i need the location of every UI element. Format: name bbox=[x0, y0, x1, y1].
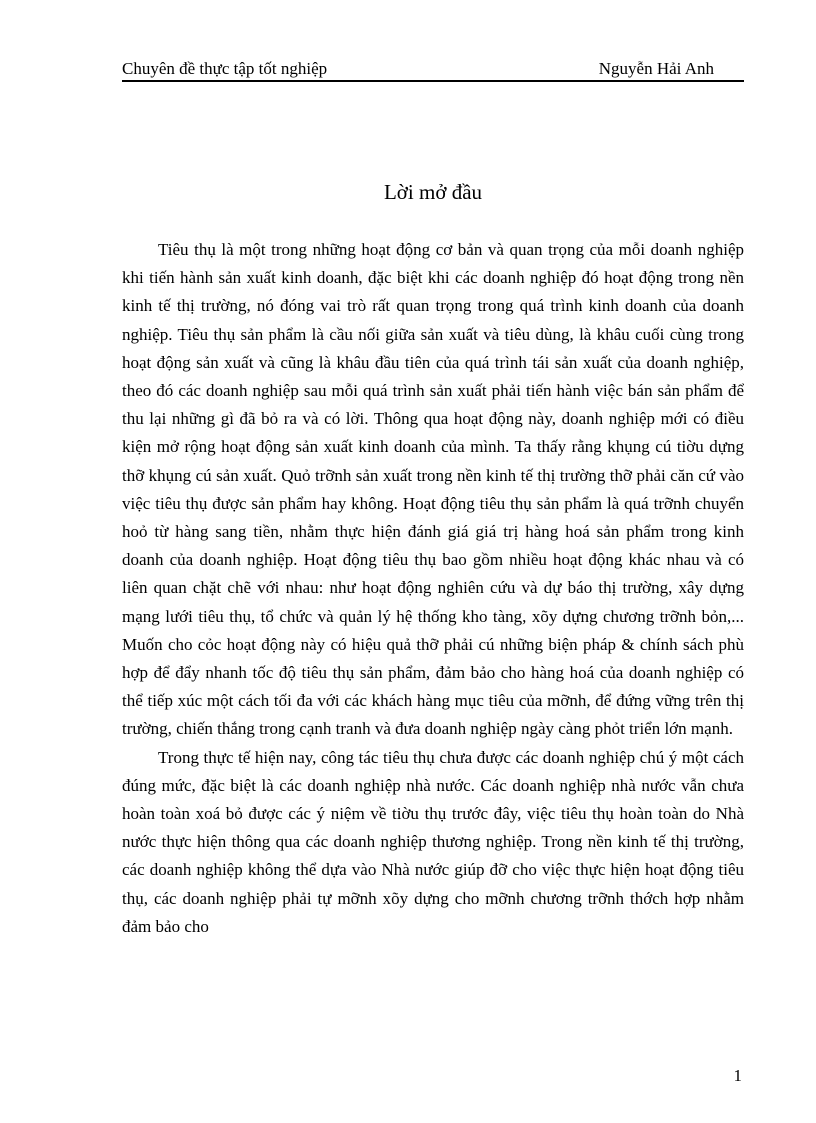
section-title: Lời mở đầu bbox=[383, 180, 483, 204]
page-header bbox=[122, 58, 744, 82]
page-number: 1 bbox=[733, 1066, 742, 1085]
paragraph-1: Tiêu thụ là một trong những hoạt động cơ bản và quan trọng của mỗi doanh nghiệp khi tiến hành sản xuất kinh doanh, đặc biệt khi các doanh nghiệp đó hoạt động trong nền kinh tế thị trường, nó đóng vai trò rất quan trọng trong quá trình kinh doanh của doanh nghiệp. Tiêu thụ sản phẩm là cầu nối giữa sản xuất và tiêu dùng, là khâu cuối cùng trong hoạt động sản xuất và cũng là khâu đầu tiên của quá trình tái sản xuất của doanh nghiệp, theo đó các doanh nghiệp sau mỗi quá trình sản xuất phải tiến hành việc bán sản phẩm để thu lại những gì đã bỏ ra và có lời. Thông qua hoạt động này, doanh nghiệp mới có điều kiện mở rộng hoạt động sản xuất kinh doanh của mình. Ta thấy rằng khụng cú tiờu dựng thỡ khụng cú sản xuất. Quỏ trỡnh sản xuất trong nền kinh tế thị trường thỡ phải căn cứ vào việc tiêu thụ được sản phẩm hay không. Hoạt động tiêu thụ sản phẩm là quá trỡnh chuyển hoỏ từ hàng sang tiền, nhằm thực hiện đánh giá giá trị hàng hoá sản phẩm trong kinh doanh của doanh nghiệp. Hoạt động tiêu thụ bao gồm nhiều hoạt động khác nhau và có liên quan chặt chẽ với nhau: như hoạt động nghiên cứu và dự báo thị trường, xây dựng mạng lưới tiêu thụ, tổ chức và quản lý hệ thống kho tàng, xõy dựng chương trỡnh bỏn,... Muốn cho cỏc hoạt động này có hiệu quả thỡ phải cú những biện pháp & chính sách phù hợp để đẩy nhanh tốc độ tiêu thụ sản phẩm, đảm bảo cho hàng hoá của doanh nghiệp có thể tiếp xúc một cách tối đa với các khách hàng mục tiêu của mỡnh, để đứng vững trên thị trường, chiến thắng trong cạnh tranh và đưa doanh nghiệp ngày càng phỏt triển lớn mạnh. bbox=[122, 240, 744, 739]
header-author-name: Nguyễn Hải Anh bbox=[598, 59, 714, 78]
header-document-title: Chuyên đề thực tập tốt nghiệp bbox=[122, 59, 328, 78]
paragraph-2: Trong thực tế hiện nay, công tác tiêu thụ chưa được các doanh nghiệp chú ý một cách đúng mức, đặc biệt là các doanh nghiệp nhà nước. Các doanh nghiệp nhà nước vẫn chưa hoàn toàn xoá bỏ được các ý niệm về tiờu thụ trước đây, việc tiêu thụ hoàn toàn do Nhà nước thực hiện thông qua các doanh nghiệp thương nghiệp. Trong nền kinh tế thị trường, các doanh nghiệp không thể dựa vào Nhà nước giúp đỡ cho việc thực hiện hoạt động tiêu thụ, các doanh nghiệp phải tự mỡnh xõy dựng cho mỡnh chương trỡnh thớch hợp nhằm đảm bảo cho bbox=[122, 747, 744, 936]
body-text bbox=[122, 236, 744, 941]
